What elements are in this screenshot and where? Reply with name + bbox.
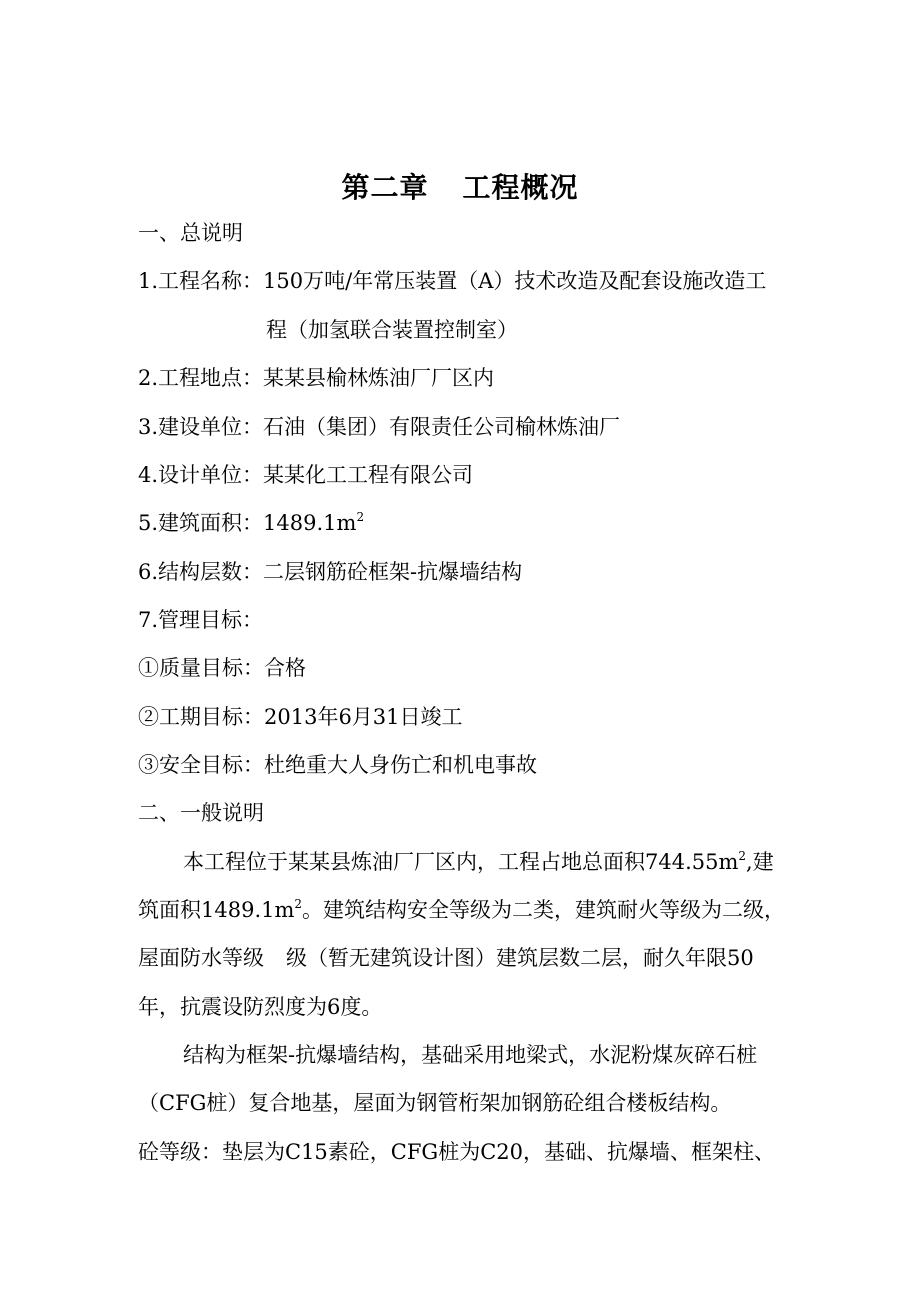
para1-line1-text: 本工程位于某某县炼油厂厂区内，工程占地总面积744.55m [183, 850, 739, 874]
building-area-sup: 2 [356, 510, 365, 524]
project-name-line1: 1.工程名称：150万吨/年常压装置（A）技术改造及配套设施改造工 [138, 269, 767, 293]
para1-line1-tail: ,建 [746, 850, 774, 874]
section2-heading: 二、一般说明 [138, 801, 264, 825]
section1-heading: 一、总说明 [138, 221, 243, 245]
para1-line1-sup: 2 [738, 849, 747, 863]
safety-goal: ③安全目标：杜绝重大人身伤亡和机电事故 [138, 753, 537, 777]
schedule-goal: ②工期目标：2013年6月31日竣工 [138, 705, 463, 729]
para2-line1: 结构为框架-抗爆墙结构，基础采用地梁式，水泥粉煤灰碎石桩 [183, 1043, 758, 1067]
structure-floors: 6.结构层数：二层钢筋砼框架-抗爆墙结构 [138, 560, 523, 584]
para1-line1 [183, 848, 774, 876]
para2-line2: （CFG桩）复合地基，屋面为钢管桁架加钢筋砼组合楼板结构。 [138, 1091, 732, 1115]
para1-line2-sup: 2 [294, 897, 303, 911]
management-goals: 7.管理目标： [138, 608, 264, 632]
project-name-line2: 程（加氢联合装置控制室） [266, 318, 518, 342]
para1-line3 [138, 944, 754, 972]
para1-line4: 年，抗震设防烈度为6度。 [138, 995, 383, 1019]
project-designer: 4.设计单位：某某化工工程有限公司 [138, 463, 474, 487]
para1-line2-tail: 。建筑结构安全等级为二类，建筑耐火等级为二级， [302, 898, 786, 922]
para1-line3-tail: 级（暂无建筑设计图）建筑层数二层，耐久年限50 [286, 946, 754, 970]
quality-goal: ①质量目标：合格 [138, 656, 306, 680]
chapter-name: 工程概况 [462, 171, 579, 204]
project-location: 2.工程地点：某某县榆林炼油厂厂区内 [138, 366, 495, 390]
building-area [138, 509, 364, 537]
chapter-title [0, 166, 920, 206]
building-area-text: 5.建筑面积：1489.1m [138, 511, 357, 535]
para1-line3-text: 屋面防水等级 [138, 946, 264, 970]
para3-line1: 砼等级：垫层为C15素砼，CFG桩为C20，基础、抗爆墙、框架柱、 [138, 1140, 775, 1164]
para1-line2-text: 筑面积1489.1m [138, 898, 295, 922]
project-owner: 3.建设单位：石油（集团）有限责任公司榆林炼油厂 [138, 415, 621, 439]
para1-line2 [138, 896, 785, 924]
chapter-number: 第二章 [341, 171, 429, 204]
